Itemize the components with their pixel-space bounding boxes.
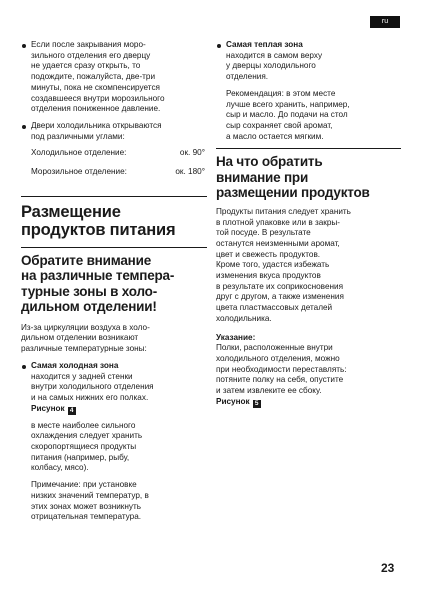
text-line: Продукты питания следует хранить (216, 206, 351, 216)
section-title-line: внимание при (216, 169, 309, 185)
text-line: в плотной упаковке или в закры- (216, 217, 341, 227)
bullet-door-pressure (21, 40, 207, 115)
cold-zone-usage (21, 421, 207, 475)
section-title-line: Размещение (21, 202, 121, 221)
text-line: у дверцы холодильного (226, 61, 316, 71)
text-line: Рекомендация: в этом месте (226, 88, 336, 98)
text-line: друг с другом, а также изменения (216, 292, 344, 302)
subtitle-line: на различные темпера- (21, 268, 175, 284)
figure-reference (216, 397, 401, 408)
text-line: сыр и масло. До подачи на стол (226, 110, 348, 120)
section-title (21, 203, 207, 239)
text-line: холодильника. (216, 313, 272, 323)
text-line: колбасу, мясо). (31, 463, 89, 473)
text-line: при необходимости переставлять: (216, 364, 347, 374)
text-line: холодильного отделения, можно (216, 353, 340, 363)
text-line: Двери холодильника открываются (31, 120, 162, 130)
angle-row-fridge (31, 148, 207, 159)
text-line: и на самых нижних его полках. (31, 392, 149, 402)
intro-paragraph (21, 323, 207, 355)
text-line: зильного отделения его дверцу (31, 50, 151, 60)
figure-number-badge: 5 (253, 400, 261, 408)
text-line: лучше всего хранить, например, (226, 99, 350, 109)
bullet-warm-zone (216, 40, 401, 83)
text-line: цвет и свежесть продуктов. (216, 249, 321, 259)
bullet-cold-zone (21, 361, 207, 415)
figure-reference (31, 404, 207, 415)
warm-zone-recommendation (216, 89, 401, 143)
subsection-divider (21, 247, 207, 248)
bullet-door-angles (21, 121, 207, 142)
text-line: минуты, пока не скомпенсируется (31, 82, 160, 92)
text-line: находится в самом верху (226, 50, 323, 60)
page-number: 23 (381, 561, 395, 575)
figure-label: Рисунок (31, 403, 65, 413)
text-line: останутся неизменными аромат, (216, 238, 340, 248)
text-line: низких значений температур, в (31, 490, 149, 500)
text-line: этих зонах может возникнуть (31, 501, 142, 511)
section-title (216, 154, 401, 201)
text-line: различные температурные зоны: (21, 344, 147, 354)
text-line: Из-за циркуляции воздуха в холо- (21, 322, 150, 332)
text-line: находится у задней стенки (31, 371, 133, 381)
warm-zone-title: Самая теплая зона (226, 40, 303, 49)
language-badge: ru (370, 16, 400, 28)
subsection-title (21, 253, 207, 315)
text-line: потяните полку на себя, опустите (216, 375, 344, 385)
section-title-line: На что обратить (216, 154, 323, 170)
text-line: отделения. (226, 72, 269, 82)
angle-label: Холодильное отделение: (31, 148, 127, 158)
section-title-line: продуктов питания (21, 220, 176, 239)
text-line: изменения вкуса продуктов (216, 271, 321, 281)
text-line: сыр сохраняет свой аромат, (226, 120, 333, 130)
text-line: питания (например, рыбу, (31, 452, 130, 462)
left-column (21, 40, 207, 523)
text-line: подождите, пожалуйста, две-три (31, 72, 156, 82)
note-paragraph (21, 480, 207, 523)
section-divider (21, 196, 207, 197)
text-line: под различными углами: (31, 131, 125, 141)
text-line: Если после закрывания моро- (31, 40, 146, 49)
right-column (216, 40, 401, 408)
angle-row-freezer (31, 167, 207, 178)
hint-block (216, 333, 401, 408)
text-line: Полки, расположенные внутри (216, 343, 333, 353)
text-line: а масло остается мягким. (226, 131, 324, 141)
text-line: Примечание: при установке (31, 480, 137, 490)
text-line: охлаждения следует хранить (31, 431, 143, 441)
text-line: той посуде. В результате (216, 228, 311, 238)
angle-label: Морозильное отделение: (31, 167, 127, 177)
text-line: цвета пластмассовых деталей (216, 303, 333, 313)
angle-value: ок. 180° (175, 167, 205, 177)
figure-label: Рисунок (216, 396, 250, 406)
angle-value: ок. 90° (179, 148, 205, 158)
text-line: в месте наиболее сильного (31, 420, 136, 430)
text-line: создавшееся внутри морозильного (31, 93, 165, 103)
text-line: дильном отделении возникают (21, 333, 139, 343)
text-line: не удается сразу открыть, то (31, 61, 141, 71)
subtitle-line: Обратите внимание (21, 252, 152, 268)
section-title-line: размещении продуктов (216, 185, 370, 201)
subtitle-line: турные зоны в холо- (21, 283, 157, 299)
figure-number-badge: 4 (68, 407, 76, 415)
text-line: Кроме того, удастся избежать (216, 260, 330, 270)
storage-paragraph (216, 207, 401, 325)
hint-title: Указание: (216, 332, 256, 342)
angle-list (21, 148, 207, 177)
text-line: скоропортящиеся продукты (31, 442, 137, 452)
text-line: и затем извлеките ее сбоку. (216, 386, 322, 396)
text-line: в результате их соприкосновения (216, 281, 344, 291)
text-line: отрицательная температура. (31, 512, 142, 522)
section-divider (216, 148, 401, 149)
text-line: внутри холодильного отделения (31, 382, 154, 392)
text-line: отделения пониженное давление. (31, 104, 161, 114)
cold-zone-title: Самая холодная зона (31, 360, 119, 370)
subtitle-line: дильном отделении! (21, 299, 157, 315)
